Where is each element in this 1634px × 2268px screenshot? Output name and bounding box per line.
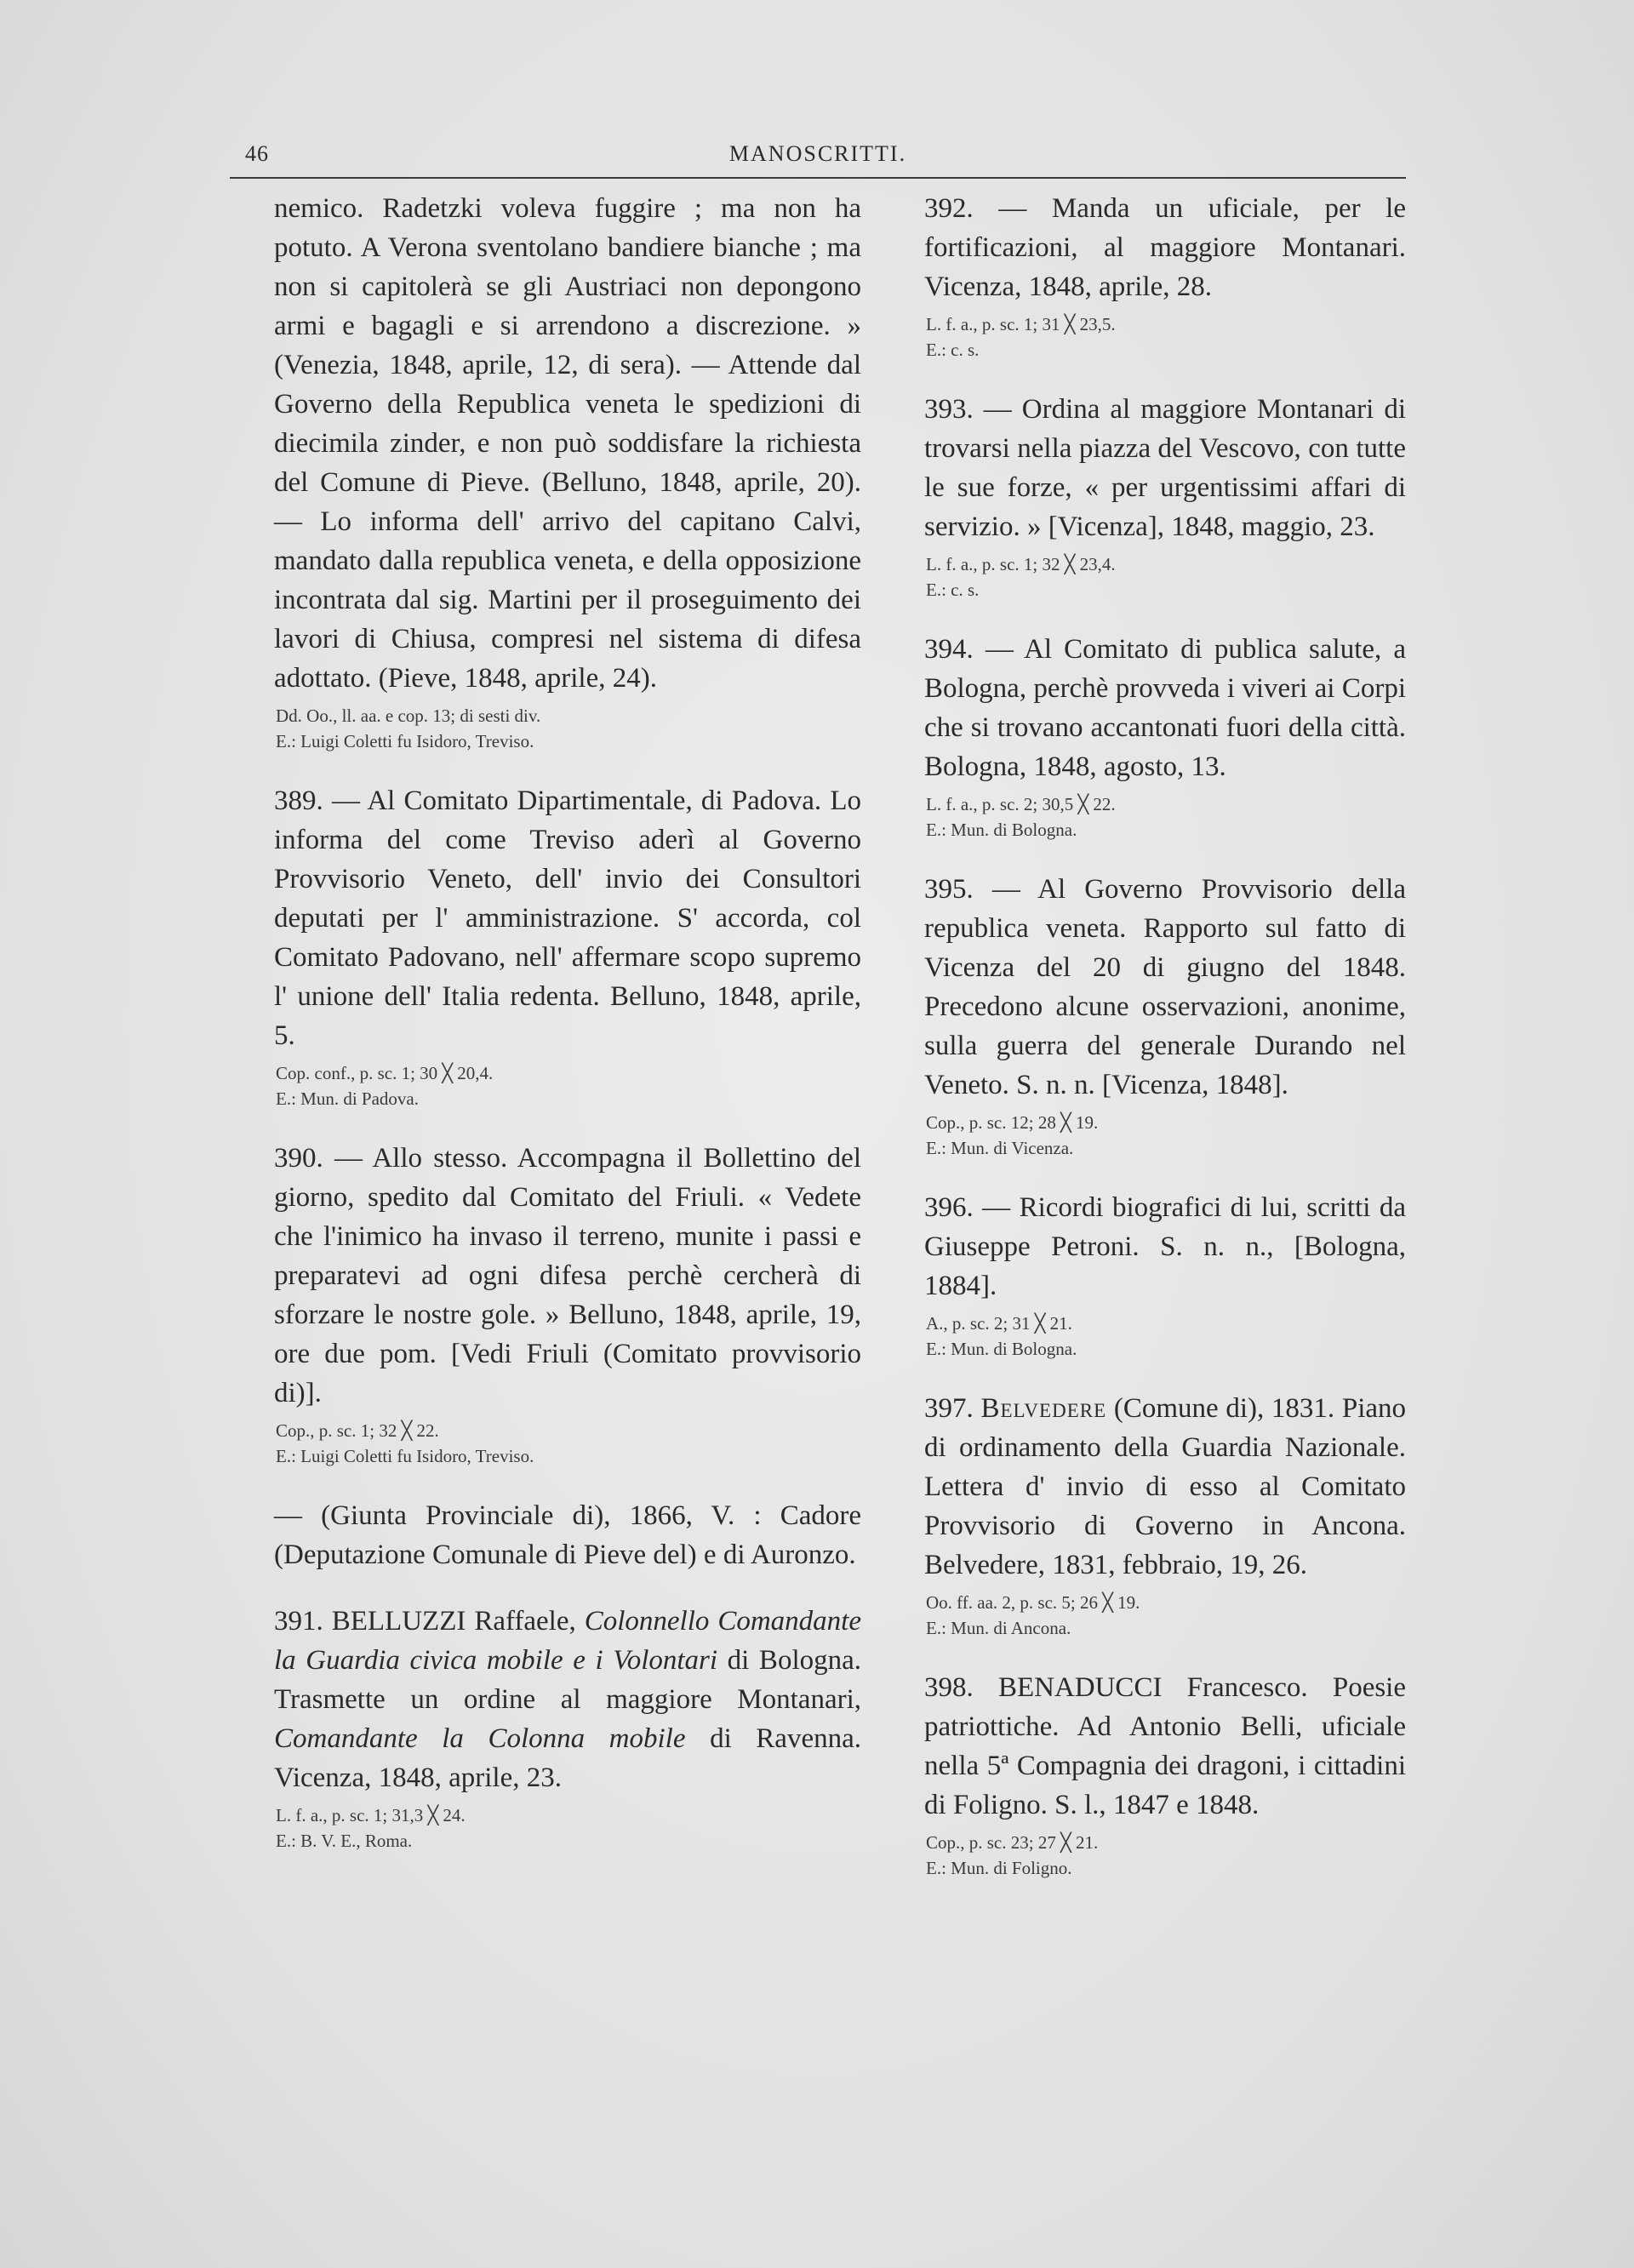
entry-italic-title: Colonnello Comandante la Guardia civica mobile e i Volontari	[274, 1606, 861, 1676]
meta-line: E.: Mun. di Bologna.	[926, 820, 1077, 840]
entry-text: 396. — Ricordi biografici di lui, scritti da Giuseppe Petroni. S. n. n., [Bologna, 1884].	[924, 1192, 1406, 1301]
entry-text: 398. BENADUCCI Francesco. Poesie patriottiche. Ad Antonio Belli, uficiale nella 5ª Compagnia dei dragoni, i cittadini di Foligno. S. l., 1847 e 1848.	[924, 1672, 1406, 1820]
meta-line: L. f. a., p. sc. 1; 31 ╳ 23,5.	[926, 314, 1116, 334]
entry-390	[274, 1139, 861, 1469]
entry-body: di Ravenna. Vicenza, 1848, aprile, 23.	[274, 1723, 861, 1793]
meta-line: Cop. conf., p. sc. 1; 30 ╳ 20,4.	[276, 1063, 494, 1083]
meta-line: E.: c. s.	[926, 340, 980, 360]
entry-text: 393. — Ordina al maggiore Montanari di trovarsi nella piazza del Vescovo, con tutte le sue forze, « per urgentissimi affari di servizio. » [Vicenza], 1848, maggio, 23.	[924, 394, 1406, 542]
meta-line: E.: Mun. di Bologna.	[926, 1339, 1077, 1359]
entry-meta	[276, 1418, 861, 1469]
entry-392	[924, 189, 1406, 363]
entry-text: nemico. Radetzki voleva fuggire ; ma non ha potuto. A Verona sventolano bandiere bianche ; ma non si capitolerà se gli Austriaci non depongono armi e bagagli e si arrendono a discrezione. » (Venezia, 1848, aprile, 12, di sera). — Attende dal Governo della Republica veneta le spedizioni di diecimila zinder, e non può soddisfare la richiesta del Comune di Pieve. (Belluno, 1848, aprile, 20). — Lo informa dell' arrivo del capitano Calvi, mandato dalla republica veneta, e della opposizione incontrata dal sig. Martini per il proseguimento dei lavori di Chiusa, compresi nel sistema di difesa adottato. (Pieve, 1848, aprile, 24).	[274, 193, 861, 694]
meta-line: Cop., p. sc. 1; 32 ╳ 22.	[276, 1420, 439, 1441]
meta-line: A., p. sc. 2; 31 ╳ 21.	[926, 1313, 1072, 1334]
left-column	[274, 189, 861, 1881]
entry-number: 397.	[924, 1393, 974, 1424]
page-number: 46	[245, 141, 269, 166]
meta-line: L. f. a., p. sc. 1; 32 ╳ 23,4.	[926, 554, 1116, 574]
entry-397	[924, 1389, 1406, 1641]
entry-389	[274, 781, 861, 1111]
entry-meta	[926, 1830, 1406, 1881]
meta-line: Oo. ff. aa. 2, p. sc. 5; 26 ╳ 19.	[926, 1592, 1140, 1613]
meta-line: E.: Mun. di Ancona.	[926, 1618, 1071, 1638]
running-title: MANOSCRITTI.	[728, 141, 907, 166]
entry-meta	[276, 1060, 861, 1111]
entry-meta	[926, 791, 1406, 843]
meta-line: Cop., p. sc. 23; 27 ╳ 21.	[926, 1832, 1099, 1853]
meta-line: E.: Mun. di Padova.	[276, 1088, 419, 1109]
entry-text	[274, 1602, 861, 1797]
entry-meta	[926, 1110, 1406, 1161]
entry-italic-title: Comandante la Colonna mobile	[274, 1723, 686, 1754]
entry-394	[924, 630, 1406, 843]
entry-391	[274, 1602, 861, 1854]
entry-text: 392. — Manda un uficiale, per le fortificazioni, al maggiore Montanari. Vicenza, 1848, aprile, 28.	[924, 193, 1406, 302]
meta-line: E.: B. V. E., Roma.	[276, 1831, 413, 1851]
entry-text: 394. — Al Comitato di publica salute, a Bologna, perchè provveda i viveri ai Corpi che si trovano accantonati fuori della città. Bologna, 1848, agosto, 13.	[924, 634, 1406, 782]
entry-giunta-provinciale	[274, 1496, 861, 1574]
meta-line: Dd. Oo., ll. aa. e cop. 13; di sesti div.	[276, 706, 541, 726]
meta-line: E.: Luigi Coletti fu Isidoro, Treviso.	[276, 731, 534, 751]
entry-meta	[276, 1802, 861, 1854]
entry-393	[924, 390, 1406, 603]
entry-continuation	[274, 189, 861, 754]
meta-line: E.: Luigi Coletti fu Isidoro, Treviso.	[276, 1446, 534, 1466]
entry-meta	[926, 1311, 1406, 1362]
running-head	[230, 128, 1406, 179]
entry-head: 391. BELLUZZI Raffaele,	[274, 1606, 576, 1637]
entry-398	[924, 1668, 1406, 1881]
entry-text: 390. — Allo stesso. Accompagna il Bollettino del giorno, spedito dal Comitato del Friuli. « Vedete che l'inimico ha invaso il terreno, munite i passi e preparatevi ad ogni difesa perchè cercherà di sforzare le nostre gole. » Belluno, 1848, aprile, 19, ore due pom. [Vedi Friuli (Comitato provvisorio di)].	[274, 1143, 861, 1408]
entry-body: (Comune di), 1831. Piano di ordinamento della Guardia Nazionale. Lettera d' invio di esso al Comitato Provvisorio di Governo in Ancona. Belvedere, 1831, febbraio, 19, 26.	[924, 1393, 1407, 1580]
meta-line: E.: c. s.	[926, 580, 980, 600]
entry-text	[924, 1389, 1406, 1585]
meta-line: L. f. a., p. sc. 1; 31,3 ╳ 24.	[276, 1805, 466, 1825]
entry-meta	[926, 311, 1406, 363]
meta-line: Cop., p. sc. 12; 28 ╳ 19.	[926, 1112, 1099, 1133]
entry-meta	[926, 551, 1406, 603]
entry-meta	[926, 1590, 1406, 1641]
entry-text: — (Giunta Provinciale di), 1866, V. : Cadore (Deputazione Comunale di Pieve del) e di Auronzo.	[274, 1500, 861, 1570]
meta-line: L. f. a., p. sc. 2; 30,5 ╳ 22.	[926, 794, 1116, 814]
entry-name-smallcaps: Belvedere	[980, 1393, 1107, 1424]
entry-text: 389. — Al Comitato Dipartimentale, di Padova. Lo informa del come Treviso aderì al Governo Provvisorio Veneto, dell' invio dei Consultori deputati per l' amministrazione. S' accorda, col Comitato Padovano, nell' affermare scopo supremo l' unione dell' Italia redenta. Belluno, 1848, aprile, 5.	[274, 786, 861, 1051]
meta-line: E.: Mun. di Foligno.	[926, 1858, 1072, 1878]
entry-text: 395. — Al Governo Provvisorio della republica veneta. Rapporto sul fatto di Vicenza del 20 di giugno del 1848. Precedono alcune osservazioni, anonime, sulla guerra del generale Durando nel Veneto. S. n. n. [Vicenza, 1848].	[924, 874, 1406, 1100]
entry-meta	[276, 703, 861, 754]
entry-body: di Bologna. Trasmette un ordine al maggiore Montanari,	[274, 1645, 862, 1715]
meta-line: E.: Mun. di Vicenza.	[926, 1138, 1074, 1158]
entry-396	[924, 1188, 1406, 1362]
entry-395	[924, 870, 1406, 1161]
right-column	[924, 189, 1406, 1908]
